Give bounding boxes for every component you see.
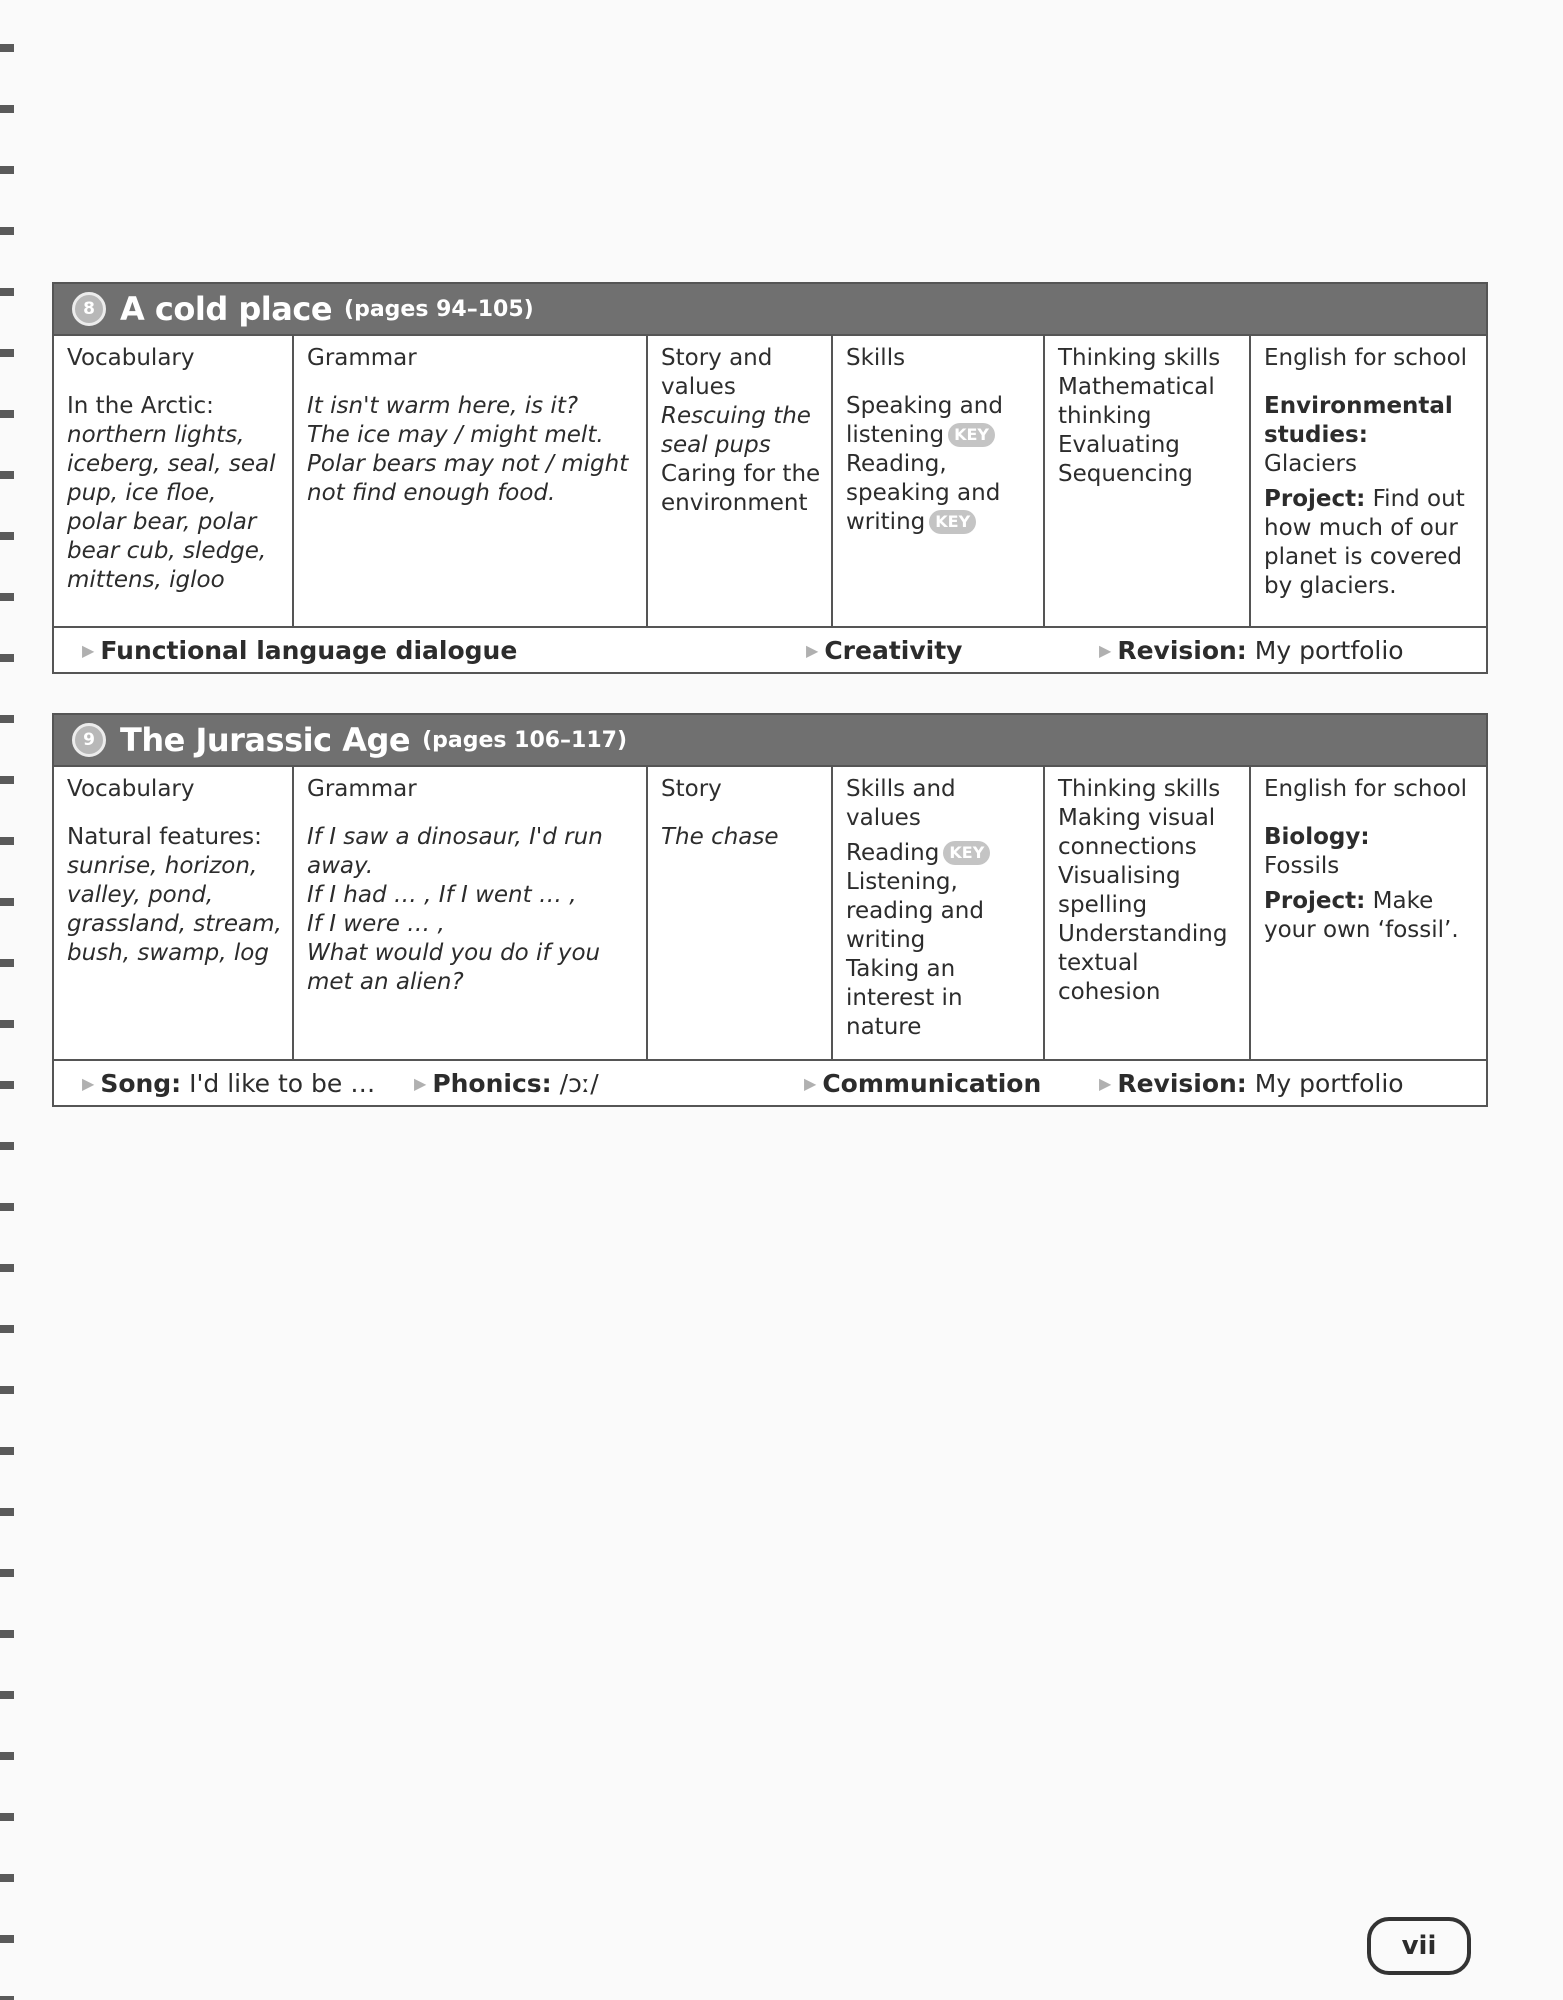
key-badge: KEY bbox=[929, 510, 976, 534]
footer-item: ▶ Functional language dialogue bbox=[82, 636, 518, 665]
values-text: Caring for the environment bbox=[661, 461, 821, 516]
project-text: Project: Find out how much of our planet is covered by glaciers. bbox=[1264, 486, 1465, 599]
unit-title: A cold place bbox=[120, 290, 333, 328]
thinking-skills-column bbox=[1045, 767, 1251, 1059]
column-header: Grammar bbox=[307, 345, 417, 371]
unit-9-table bbox=[52, 713, 1488, 1107]
thinking-item: Understanding textual cohesion bbox=[1058, 921, 1228, 1005]
vocabulary-label: Natural features: bbox=[67, 824, 262, 850]
column-header: Story bbox=[661, 776, 722, 802]
footer-song: ▶ Song: I'd like to be … bbox=[82, 1069, 376, 1098]
project-text: Project: Make your own ‘fossil’. bbox=[1264, 888, 1459, 943]
column-header: Thinking skills bbox=[1058, 776, 1221, 802]
thinking-item: Visualising spelling bbox=[1058, 863, 1181, 918]
column-header: Skills and values bbox=[846, 776, 956, 831]
grammar-line: If I saw a dinosaur, I'd run away. bbox=[307, 824, 603, 879]
school-topic: Glaciers bbox=[1264, 451, 1357, 477]
spiral-binding bbox=[0, 0, 14, 2000]
school-topic: Fossils bbox=[1264, 853, 1340, 879]
skill-item: Speaking and listening KEY bbox=[846, 393, 1003, 448]
vocabulary-words: sunrise, horizon, valley, pond, grassland, stream, bush, swamp, log bbox=[67, 853, 282, 966]
skills-values-column bbox=[833, 767, 1045, 1059]
unit-8-table bbox=[52, 282, 1488, 674]
column-header: Thinking skills bbox=[1058, 345, 1221, 371]
thinking-item: Mathematical thinking bbox=[1058, 374, 1215, 429]
column-header: Skills bbox=[846, 345, 906, 371]
column-header: Grammar bbox=[307, 776, 417, 802]
footer-item: ▶ Creativity bbox=[806, 636, 963, 665]
key-badge: KEY bbox=[943, 841, 990, 865]
story-title: The chase bbox=[661, 824, 779, 850]
column-header: Vocabulary bbox=[67, 776, 195, 802]
vocabulary-column bbox=[54, 336, 294, 626]
unit-8-footer bbox=[54, 626, 1486, 672]
column-header: Vocabulary bbox=[67, 345, 195, 371]
vocabulary-label: In the Arctic: bbox=[67, 393, 214, 419]
unit-pages: (pages 106–117) bbox=[422, 727, 628, 753]
column-header: English for school bbox=[1264, 345, 1468, 371]
column-header: English for school bbox=[1264, 776, 1468, 802]
skill-item: Taking an interest in nature bbox=[846, 956, 963, 1040]
skill-item: Listening, reading and writing bbox=[846, 869, 984, 953]
thinking-item: Evaluating bbox=[1058, 432, 1180, 458]
grammar-column bbox=[294, 336, 648, 626]
key-badge: KEY bbox=[948, 423, 995, 447]
unit-number-badge: 8 bbox=[72, 292, 106, 326]
vocabulary-words: northern lights, iceberg, seal, seal pup, ice floe, polar bear, polar bear cub, sledge, mittens, igloo bbox=[67, 422, 276, 593]
page-number: vii bbox=[1367, 1917, 1471, 1975]
footer-revision: ▶ Revision: My portfolio bbox=[1099, 1069, 1404, 1098]
school-subject: Environmental studies: bbox=[1264, 393, 1453, 448]
vocabulary-column bbox=[54, 767, 294, 1059]
grammar-line: If I were … , bbox=[307, 911, 445, 937]
english-for-school-column bbox=[1251, 767, 1486, 1059]
unit-9-footer bbox=[54, 1059, 1486, 1105]
thinking-item: Sequencing bbox=[1058, 461, 1193, 487]
grammar-line: What would you do if you met an alien? bbox=[307, 940, 601, 995]
unit-pages: (pages 94–105) bbox=[344, 296, 534, 322]
thinking-item: Making visual connections bbox=[1058, 805, 1216, 860]
story-column bbox=[648, 767, 833, 1059]
unit-9-grid bbox=[54, 765, 1486, 1059]
grammar-line: It isn't warm here, is it? bbox=[307, 393, 579, 419]
footer-revision: ▶ Revision: My portfolio bbox=[1099, 636, 1404, 665]
grammar-line: Polar bears may not / might not find enough food. bbox=[307, 451, 629, 506]
english-for-school-column bbox=[1251, 336, 1486, 626]
school-subject: Biology: bbox=[1264, 824, 1370, 850]
footer-phonics: ▶ Phonics: /ɔː/ bbox=[414, 1069, 599, 1098]
skills-column bbox=[833, 336, 1045, 626]
story-title: Rescuing the seal pups bbox=[661, 403, 811, 458]
unit-8-grid bbox=[54, 334, 1486, 626]
unit-8-header bbox=[54, 284, 1486, 334]
footer-item: ▶ Communication bbox=[804, 1069, 1042, 1098]
unit-title: The Jurassic Age bbox=[120, 721, 411, 759]
story-values-column bbox=[648, 336, 833, 626]
skill-item: Reading KEY bbox=[846, 839, 1033, 868]
unit-number-badge: 9 bbox=[72, 723, 106, 757]
thinking-skills-column bbox=[1045, 336, 1251, 626]
grammar-line: The ice may / might melt. bbox=[307, 422, 604, 448]
grammar-line: If I had … , If I went … , bbox=[307, 882, 577, 908]
column-header: Story and values bbox=[661, 345, 773, 400]
unit-9-header bbox=[54, 715, 1486, 765]
grammar-column bbox=[294, 767, 648, 1059]
skill-item: Reading, speaking and writing KEY bbox=[846, 451, 1001, 535]
